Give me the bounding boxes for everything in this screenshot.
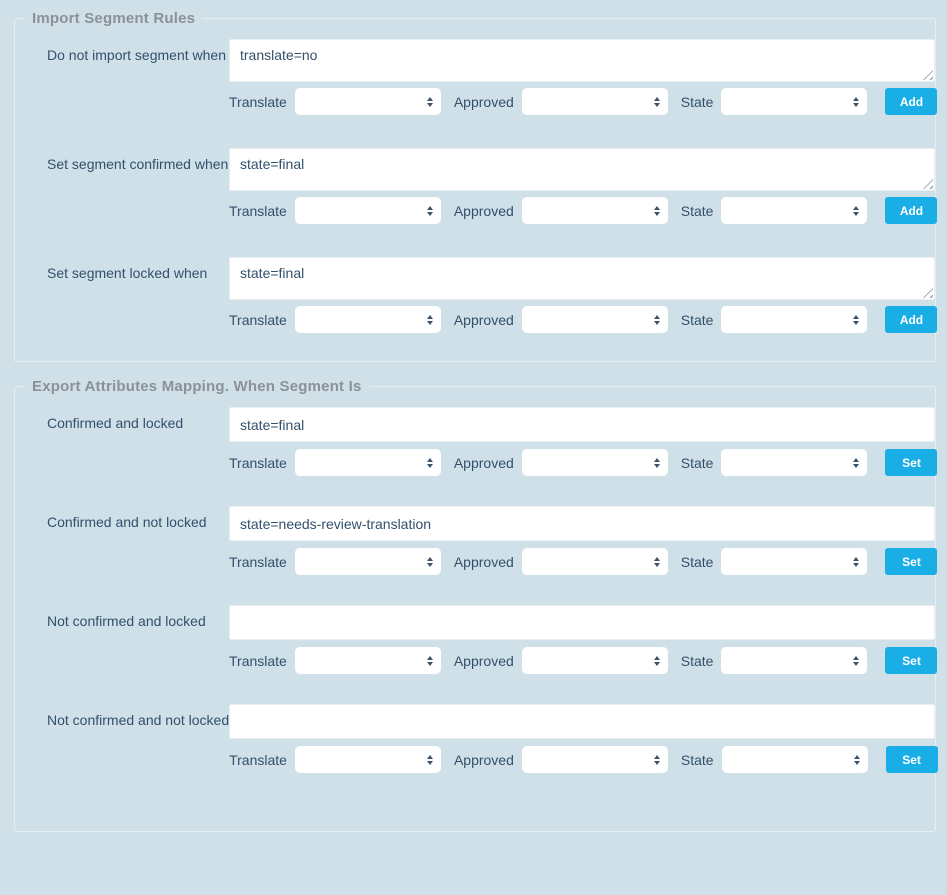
do-not-import-row xyxy=(15,39,935,115)
confirmed-not-locked-input[interactable] xyxy=(229,506,935,541)
attribute-select-row xyxy=(229,306,935,333)
add-button[interactable]: Add xyxy=(885,197,937,224)
translate-select[interactable] xyxy=(295,306,441,333)
do-not-import-when-textarea[interactable] xyxy=(229,39,935,82)
attribute-select-row xyxy=(229,746,935,773)
approved-select-wrap xyxy=(522,88,668,115)
row-content xyxy=(229,605,935,674)
translate-select[interactable] xyxy=(295,88,441,115)
approved-label: Approved xyxy=(453,202,514,219)
set-button[interactable]: Set xyxy=(886,746,938,773)
segment-confirmed-when-textarea[interactable] xyxy=(229,148,935,191)
state-select[interactable] xyxy=(722,746,868,773)
row-content xyxy=(229,704,935,773)
approved-label: Approved xyxy=(453,454,514,471)
attribute-select-row xyxy=(229,548,935,575)
approved-select[interactable] xyxy=(522,746,668,773)
confirmed-locked-input[interactable] xyxy=(229,407,935,442)
import-segment-rules-legend: Import Segment Rules xyxy=(32,10,196,27)
mapping-expression-wrap xyxy=(229,605,935,640)
state-label: State xyxy=(680,751,714,768)
add-button[interactable]: Add xyxy=(885,88,937,115)
approved-label: Approved xyxy=(453,311,514,328)
row-label: Do not import segment when xyxy=(47,47,226,63)
set-button[interactable]: Set xyxy=(885,647,937,674)
segment-locked-when-textarea[interactable] xyxy=(229,257,935,300)
translate-label: Translate xyxy=(229,93,287,110)
approved-label: Approved xyxy=(453,93,514,110)
translate-select-wrap xyxy=(295,306,441,333)
translate-select-wrap xyxy=(295,746,441,773)
state-select-wrap xyxy=(721,548,867,575)
attribute-select-row xyxy=(229,449,935,476)
translate-select[interactable] xyxy=(295,449,441,476)
set-button[interactable]: Set xyxy=(885,548,937,575)
approved-select[interactable] xyxy=(522,548,668,575)
translate-label: Translate xyxy=(229,454,287,471)
state-label: State xyxy=(680,93,714,110)
approved-select-wrap xyxy=(522,306,668,333)
state-select-wrap xyxy=(721,449,867,476)
export-attributes-mapping-section xyxy=(14,378,936,832)
row-content xyxy=(229,148,935,224)
rule-expression-wrap xyxy=(229,257,935,300)
approved-select[interactable] xyxy=(522,449,668,476)
approved-select[interactable] xyxy=(522,197,668,224)
translate-select-wrap xyxy=(295,647,441,674)
row-label: Confirmed and locked xyxy=(47,415,184,431)
rule-expression-wrap xyxy=(229,39,935,82)
approved-select[interactable] xyxy=(522,88,668,115)
state-select-wrap xyxy=(721,197,867,224)
state-select[interactable] xyxy=(721,449,867,476)
translate-select[interactable] xyxy=(295,197,441,224)
attribute-select-row xyxy=(229,647,935,674)
row-content xyxy=(229,506,935,575)
segment-confirmed-row xyxy=(15,148,935,224)
approved-label: Approved xyxy=(453,751,514,768)
approved-select-wrap xyxy=(522,548,668,575)
not-confirmed-and-locked-row xyxy=(15,605,935,674)
row-label: Set segment locked when xyxy=(47,265,208,281)
translate-label: Translate xyxy=(229,202,287,219)
state-select-wrap xyxy=(721,306,867,333)
mapping-expression-wrap xyxy=(229,407,935,442)
import-segment-rules-section xyxy=(14,10,936,362)
state-label: State xyxy=(680,553,714,570)
translate-select-wrap xyxy=(295,88,441,115)
set-button[interactable]: Set xyxy=(885,449,937,476)
row-label: Not confirmed and not locked xyxy=(47,712,230,728)
state-label: State xyxy=(680,202,714,219)
add-button[interactable]: Add xyxy=(885,306,937,333)
attribute-select-row xyxy=(229,197,935,224)
state-label: State xyxy=(680,311,714,328)
segment-locked-row xyxy=(15,257,935,333)
confirmed-and-not-locked-row xyxy=(15,506,935,575)
translate-label: Translate xyxy=(229,652,287,669)
state-select[interactable] xyxy=(721,88,867,115)
row-content xyxy=(229,257,935,333)
state-label: State xyxy=(680,454,714,471)
not-confirmed-and-not-locked-row xyxy=(15,704,935,773)
translate-label: Translate xyxy=(229,751,287,768)
not-confirmed-locked-input[interactable] xyxy=(229,605,935,640)
approved-select-wrap xyxy=(522,746,668,773)
state-select-wrap xyxy=(721,88,867,115)
row-label: Set segment confirmed when xyxy=(47,156,229,172)
translate-select[interactable] xyxy=(295,746,441,773)
state-select-wrap xyxy=(721,647,867,674)
approved-select-wrap xyxy=(522,647,668,674)
approved-select[interactable] xyxy=(522,647,668,674)
state-select[interactable] xyxy=(721,197,867,224)
state-select[interactable] xyxy=(721,647,867,674)
row-content xyxy=(229,39,935,115)
export-attributes-mapping-legend: Export Attributes Mapping. When Segment Is xyxy=(32,378,362,395)
mapping-expression-wrap xyxy=(229,704,935,739)
confirmed-and-locked-row xyxy=(15,407,935,476)
state-select-wrap xyxy=(722,746,868,773)
state-select[interactable] xyxy=(721,306,867,333)
translate-select[interactable] xyxy=(295,548,441,575)
state-select[interactable] xyxy=(721,548,867,575)
approved-select-wrap xyxy=(522,449,668,476)
row-label: Confirmed and not locked xyxy=(47,514,207,530)
approved-label: Approved xyxy=(453,652,514,669)
state-label: State xyxy=(680,652,714,669)
translate-select-wrap xyxy=(295,197,441,224)
row-label: Not confirmed and locked xyxy=(47,613,206,629)
translate-select-wrap xyxy=(295,449,441,476)
attribute-select-row xyxy=(229,88,935,115)
row-content xyxy=(229,407,935,476)
mapping-expression-wrap xyxy=(229,506,935,541)
translate-select[interactable] xyxy=(295,647,441,674)
rule-expression-wrap xyxy=(229,148,935,191)
translate-label: Translate xyxy=(229,311,287,328)
approved-select[interactable] xyxy=(522,306,668,333)
translate-label: Translate xyxy=(229,553,287,570)
approved-label: Approved xyxy=(453,553,514,570)
approved-select-wrap xyxy=(522,197,668,224)
not-confirmed-not-locked-input[interactable] xyxy=(229,704,935,739)
translate-select-wrap xyxy=(295,548,441,575)
